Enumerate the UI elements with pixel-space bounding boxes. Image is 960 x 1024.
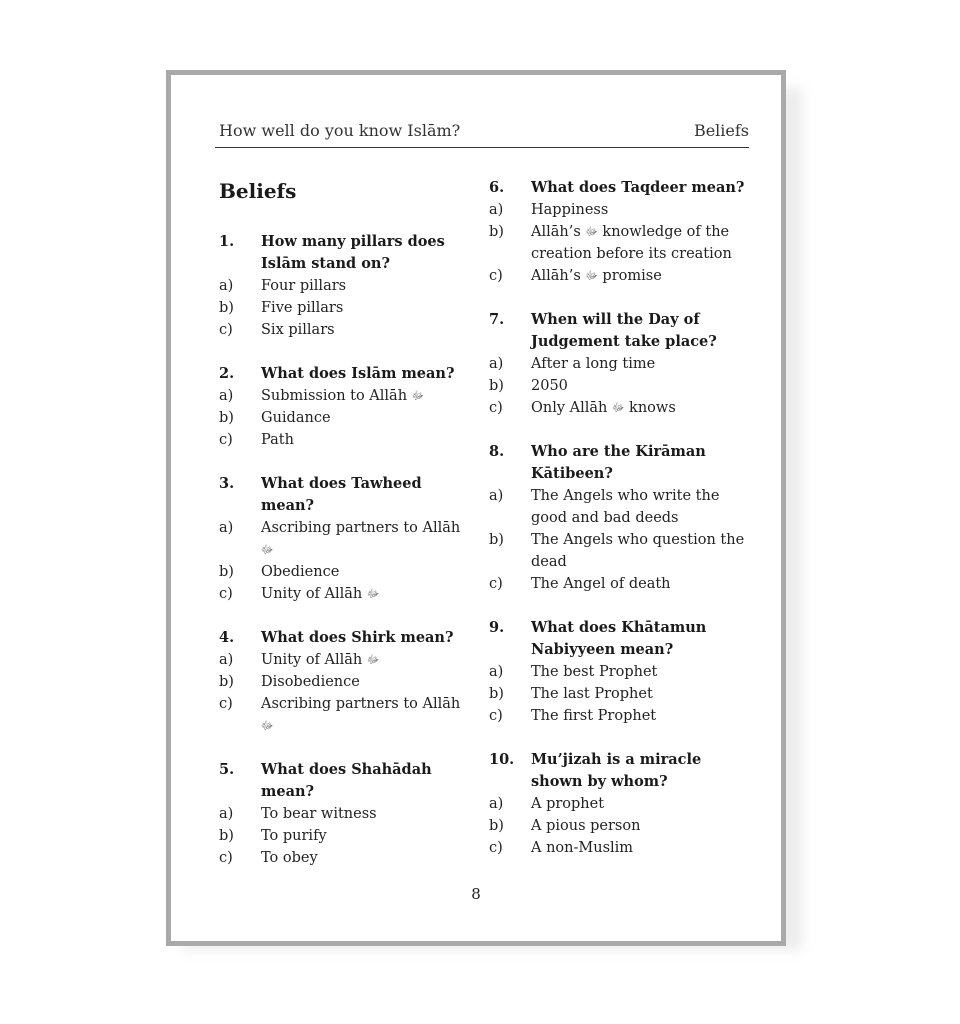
answer-option	[219, 825, 475, 847]
option-label: c)	[489, 576, 503, 592]
option-text	[531, 375, 751, 397]
question-text: What does Khātamun Nabiyyeen mean?	[531, 619, 707, 658]
option-text	[531, 815, 751, 837]
right-column	[489, 177, 751, 881]
question-text: What does Islām mean?	[261, 365, 455, 382]
header-divider	[215, 147, 749, 148]
question-text: What does Shahādah mean?	[261, 761, 432, 800]
question-number: 5.	[219, 761, 235, 778]
option-label: b)	[489, 378, 504, 394]
question-row	[489, 441, 751, 485]
question-row	[219, 231, 475, 275]
answer-option	[489, 199, 751, 221]
option-label: a)	[219, 388, 234, 404]
question-text: What does Shirk mean?	[261, 629, 454, 646]
option-text	[531, 837, 751, 859]
option-text-main: Ascribing partners to Allāh	[261, 696, 461, 712]
option-text-main: To bear witness	[261, 806, 377, 822]
option-text-main: A non-Muslim	[531, 840, 634, 856]
option-text	[261, 847, 475, 869]
option-label: a)	[489, 202, 504, 218]
option-text	[531, 573, 751, 595]
option-text-continued: knows	[629, 400, 676, 416]
option-label: b)	[489, 818, 504, 834]
option-label: c)	[489, 708, 503, 724]
option-text-main: Submission to Allāh	[261, 388, 408, 404]
option-label: c)	[219, 432, 233, 448]
option-label: b)	[219, 300, 234, 316]
question-text: When will the Day of Judgement take place?	[531, 311, 717, 350]
question-block	[489, 177, 751, 287]
honorific-seal-icon: ﷻ	[261, 719, 274, 732]
option-text	[261, 693, 475, 737]
option-text-main: After a long time	[531, 356, 656, 372]
answer-option	[489, 705, 751, 727]
option-label: c)	[489, 268, 503, 284]
option-text-main: Allāh’s	[531, 224, 581, 240]
question-number: 1.	[219, 233, 235, 250]
answer-option	[219, 803, 475, 825]
left-column	[219, 231, 475, 891]
question-block	[489, 309, 751, 419]
option-text	[261, 649, 475, 671]
honorific-seal-icon: ﷻ	[261, 543, 274, 556]
option-label: b)	[489, 532, 504, 548]
answer-option	[219, 561, 475, 583]
answer-option	[489, 573, 751, 595]
option-text-main: 2050	[531, 378, 568, 394]
question-row	[489, 309, 751, 353]
question-row	[489, 177, 751, 199]
honorific-seal-icon: ﷻ	[612, 401, 625, 414]
book-title: How well do you know Islām?	[219, 121, 461, 140]
header-section-name: Beliefs	[693, 121, 749, 140]
question-block	[489, 749, 751, 859]
option-text	[531, 485, 751, 529]
option-text	[531, 265, 751, 287]
question-number: 6.	[489, 179, 505, 196]
question-block	[489, 617, 751, 727]
answer-option	[219, 385, 475, 407]
option-label: a)	[489, 664, 504, 680]
option-label: a)	[219, 806, 234, 822]
question-number: 2.	[219, 365, 235, 382]
question-row	[219, 627, 475, 649]
option-text	[261, 407, 475, 429]
question-number: 4.	[219, 629, 235, 646]
answer-option	[489, 815, 751, 837]
option-text-main: A prophet	[531, 796, 605, 812]
answer-option	[219, 275, 475, 297]
question-block	[219, 627, 475, 737]
answer-option	[489, 485, 751, 529]
answer-option	[489, 353, 751, 375]
option-text-main: Five pillars	[261, 300, 344, 316]
option-text-main: The first Prophet	[531, 708, 657, 724]
option-text-main: Path	[261, 432, 294, 448]
question-number: 3.	[219, 475, 235, 492]
answer-option	[489, 661, 751, 683]
option-label: a)	[219, 520, 234, 536]
honorific-seal-icon: ﷻ	[585, 225, 598, 238]
option-label: c)	[489, 840, 503, 856]
question-number: 7.	[489, 311, 505, 328]
answer-option	[219, 847, 475, 869]
answer-option	[219, 407, 475, 429]
option-label: b)	[219, 564, 234, 580]
option-label: a)	[489, 356, 504, 372]
option-text-main: Unity of Allāh	[261, 586, 363, 602]
option-text-main: Allāh’s	[531, 268, 581, 284]
answer-option	[219, 583, 475, 605]
answer-option	[489, 837, 751, 859]
option-text	[261, 583, 475, 605]
option-text	[261, 671, 475, 693]
section-title: Beliefs	[219, 179, 297, 203]
option-text-main: Guidance	[261, 410, 331, 426]
answer-option	[219, 517, 475, 561]
option-text	[261, 319, 475, 341]
answer-option	[489, 793, 751, 815]
honorific-seal-icon: ﷻ	[366, 587, 380, 600]
option-text	[261, 517, 475, 561]
option-text	[531, 353, 751, 375]
question-number: 10.	[489, 751, 515, 768]
option-label: a)	[219, 652, 234, 668]
option-text	[261, 385, 475, 407]
option-text-main: The Angel of death	[531, 576, 671, 592]
option-text	[531, 661, 751, 683]
option-label: a)	[489, 488, 504, 504]
question-row	[219, 759, 475, 803]
question-block	[489, 441, 751, 595]
option-text-main: Only Allāh	[531, 400, 608, 416]
option-text-continued: promise	[602, 268, 662, 284]
option-text-main: Unity of Allāh	[261, 652, 363, 668]
option-label: a)	[489, 796, 504, 812]
running-header	[219, 121, 749, 140]
answer-option	[219, 693, 475, 737]
answer-option	[219, 319, 475, 341]
question-text: How many pillars does Islām stand on?	[261, 233, 445, 272]
option-text	[261, 297, 475, 319]
honorific-seal-icon: ﷻ	[411, 389, 425, 402]
answer-option	[219, 671, 475, 693]
option-label: b)	[219, 674, 234, 690]
answer-option	[219, 297, 475, 319]
honorific-seal-icon: ﷻ	[366, 653, 380, 666]
question-block	[219, 363, 475, 451]
option-label: c)	[219, 322, 233, 338]
question-block	[219, 473, 475, 605]
option-label: c)	[219, 850, 233, 866]
option-text	[261, 275, 475, 297]
option-label: b)	[489, 686, 504, 702]
option-text	[261, 803, 475, 825]
option-text-main: The best Prophet	[531, 664, 658, 680]
option-label: c)	[219, 586, 233, 602]
answer-option	[489, 529, 751, 573]
book-page	[166, 70, 786, 946]
question-block	[219, 231, 475, 341]
option-text-main: The Angels who question the dead	[531, 532, 745, 570]
option-text-main: The last Prophet	[531, 686, 653, 702]
answer-option	[489, 683, 751, 705]
question-text: Who are the Kirāman Kātibeen?	[531, 443, 706, 482]
option-text-main: The Angels who write the good and bad deeds	[531, 488, 720, 526]
question-row	[489, 749, 751, 793]
option-label: c)	[489, 400, 503, 416]
option-text-main: Four pillars	[261, 278, 347, 294]
answer-option	[489, 221, 751, 265]
answer-option	[489, 375, 751, 397]
option-label: b)	[489, 224, 504, 240]
option-text	[531, 793, 751, 815]
option-label: b)	[219, 828, 234, 844]
option-label: b)	[219, 410, 234, 426]
option-text	[531, 683, 751, 705]
option-text-continued: knowledge of the creation before its creation	[531, 224, 732, 262]
option-text	[531, 705, 751, 727]
answer-option	[219, 429, 475, 451]
option-text	[261, 429, 475, 451]
question-row	[219, 473, 475, 517]
option-text-main: Disobedience	[261, 674, 360, 690]
option-text	[261, 825, 475, 847]
option-text-main: To purify	[261, 828, 327, 844]
option-text	[531, 529, 751, 573]
question-block	[219, 759, 475, 869]
option-text-main: To obey	[261, 850, 318, 866]
question-row	[489, 617, 751, 661]
option-text-main: Ascribing partners to Allāh	[261, 520, 461, 536]
option-label: a)	[219, 278, 234, 294]
question-row	[219, 363, 475, 385]
answer-option	[219, 649, 475, 671]
honorific-seal-icon: ﷻ	[585, 269, 598, 282]
answer-option	[489, 265, 751, 287]
question-text: What does Tawheed mean?	[261, 475, 422, 514]
question-number: 9.	[489, 619, 505, 636]
option-text-main: Six pillars	[261, 322, 335, 338]
option-text	[531, 221, 751, 265]
question-text: What does Taqdeer mean?	[531, 179, 745, 196]
option-text	[261, 561, 475, 583]
option-label: c)	[219, 696, 233, 712]
answer-option	[489, 397, 751, 419]
option-text-main: Happiness	[531, 202, 609, 218]
question-number: 8.	[489, 443, 505, 460]
page-number: 8	[471, 885, 481, 903]
question-text: Mu’jizah is a miracle shown by whom?	[531, 751, 702, 790]
option-text-main: Obedience	[261, 564, 340, 580]
option-text	[531, 199, 751, 221]
option-text-main: A pious person	[531, 818, 641, 834]
option-text	[531, 397, 751, 419]
